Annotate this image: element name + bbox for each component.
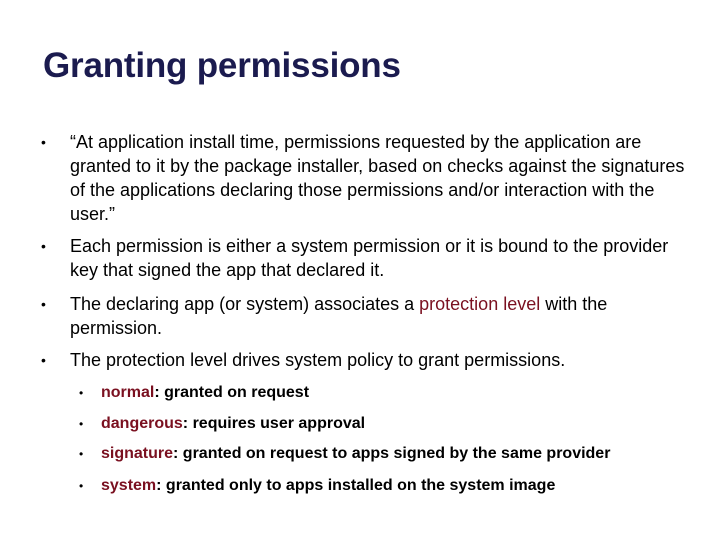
protection-level-highlight: protection level [419, 294, 541, 314]
protection-level-term: system [101, 477, 157, 494]
bullet-item [31, 292, 691, 340]
protection-level-description: : granted on request [154, 384, 310, 401]
sub-bullet-icon: • [79, 417, 84, 431]
sub-bullet-icon: • [79, 479, 84, 493]
bullet-text: “At application install time, permissions requested by the application are granted to it by the package installer, based on checks against the signatures of the applications declaring those permissions and/or interaction with the user.” [70, 132, 685, 224]
protection-level-item-system [75, 475, 695, 497]
sub-bullet-icon: • [79, 386, 84, 400]
bullet-icon: • [41, 352, 46, 368]
bullet-icon: • [41, 296, 46, 312]
bullet-item [31, 348, 691, 372]
bullet-icon: • [41, 134, 46, 150]
bullet-icon: • [41, 238, 46, 254]
bullet-text: The protection level drives system policy to grant permissions. [70, 350, 566, 370]
protection-level-item-signature [75, 443, 695, 465]
protection-level-term: signature [101, 445, 174, 462]
bullet-text: Each permission is either a system permission or it is bound to the provider key that signed the app that declared it. [70, 236, 669, 280]
sub-bullet-text [101, 475, 555, 497]
bullet-item [31, 234, 691, 282]
sub-bullet-icon: • [79, 447, 84, 461]
protection-level-description: : granted only to apps installed on the system image [156, 477, 556, 494]
sub-bullet-text [101, 443, 610, 465]
bullet-text [70, 292, 691, 340]
protection-level-item-normal [75, 382, 695, 404]
sub-bullet-text [101, 382, 309, 404]
protection-level-item-dangerous [75, 413, 695, 435]
protection-level-term: dangerous [101, 415, 183, 432]
protection-level-description: : granted on request to apps signed by the same provider [173, 445, 611, 462]
slide-title: Granting permissions [43, 46, 401, 85]
bullet-text-before: The declaring app (or system) associates a [70, 294, 420, 314]
bullet-text-after: with the permission. [70, 294, 608, 338]
sub-bullet-text [101, 413, 365, 435]
protection-level-description: : requires user approval [182, 415, 366, 432]
protection-level-term: normal [101, 384, 155, 401]
bullet-item [31, 130, 691, 226]
